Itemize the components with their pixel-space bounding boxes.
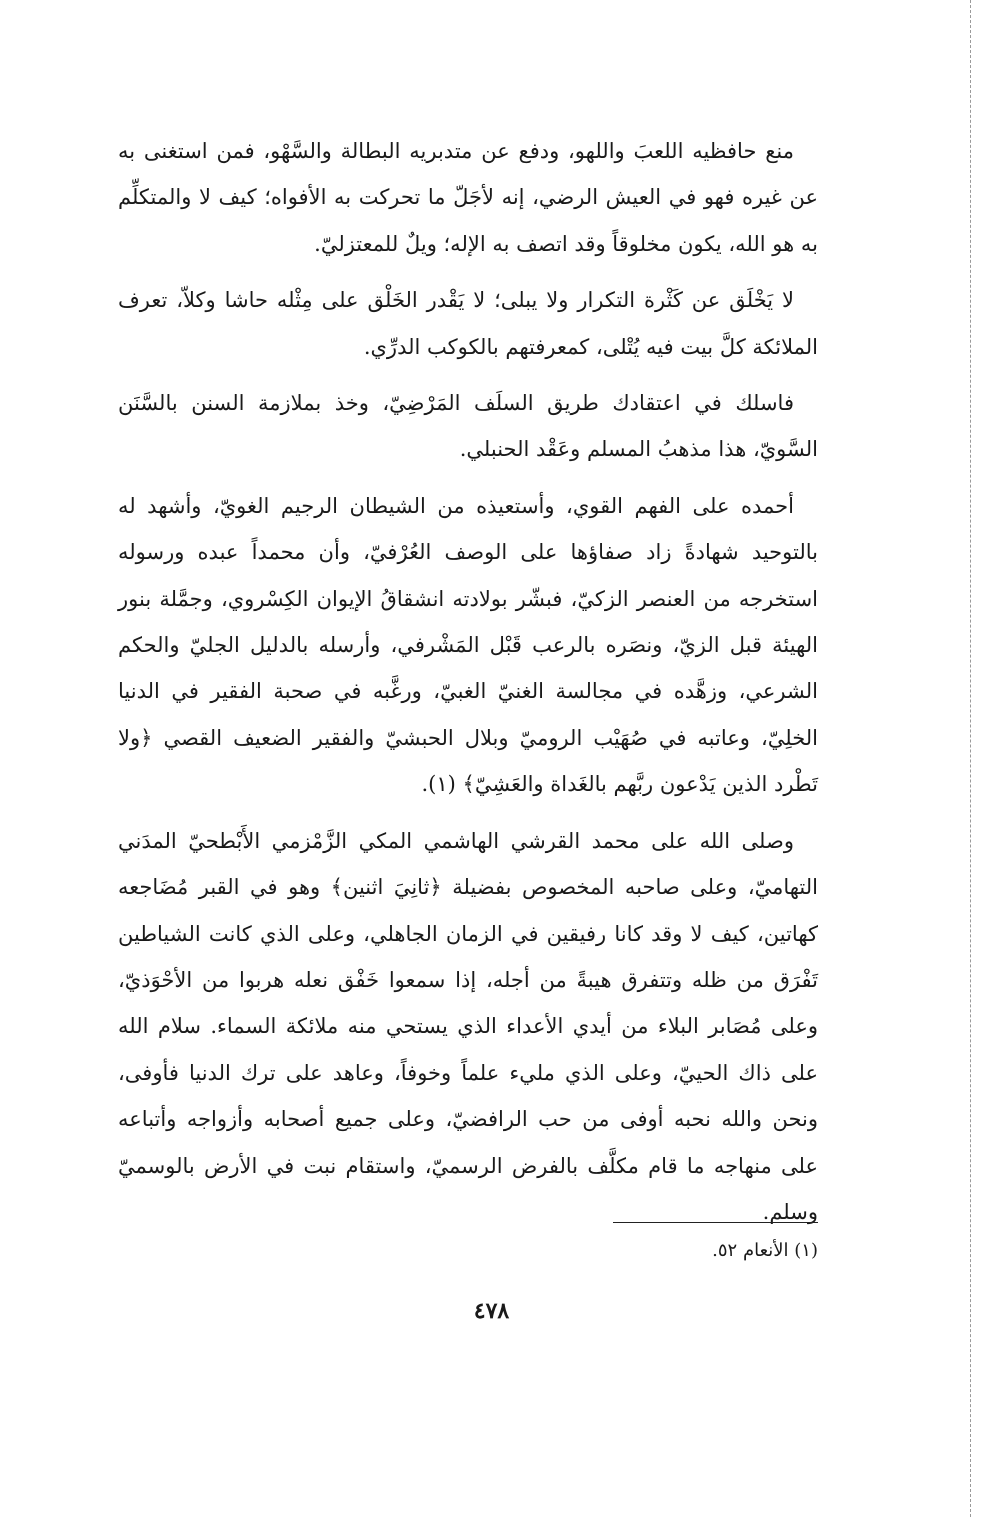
paragraph-4: أحمده على الفهم القوي، وأستعيذه من الشيطان الرجيم الغويّ، وأشهد له بالتوحيد شهادةً زاد صفاؤها على الوصف العُرْفيّ، وأن محمداً عبده ورسوله استخرجه من العنصر الزكيّ، فبشّر بولادته انشقاقُ الإيوان الكِسْروي، وجمَّلة بنور الهيئة قبل الزيّ، ونصَره بالرعب قَبْل المَشْرفي، وأرسله بالدليل الجليّ والحكم الشرعي، وزهَّده في مجالسة الغنيّ الغبيّ، ورغَّبه في صحبة الفقير في الدنيا الخلِيّ، وعاتبه في صُهَيْب الروميّ وبلال الحبشيّ والفقير الضعيف القصي ﴿ولا تَطْرد الذين يَدْعون ربَّهم بالغَداة والعَشِيّ﴾ (١). (118, 493, 818, 797)
body-text (118, 128, 818, 1245)
page-number: ٤٧٨ (473, 1298, 510, 1324)
paragraph-5: وصلى الله على محمد القرشي الهاشمي المكي الزَّمْزمي الأَبْطحيّ المدَني التهاميّ، وعلى صاحبه المخصوص بفضيلة ﴿ثانِيَ اثنين﴾ وهو في القبر مُضَاجعه كهاتين، كيف لا وقد كانا رفيقين في الزمان الجاهلي، وعلى الذي كانت الشياطين تَفْرَق من ظله وتتفرق هيبةً من أجله، إذا سمعوا خَفْق نعله هربوا من الأحْوَذيّ، وعلى مُصَابر البلاء من أيدي الأعداء الذي يستحي منه ملائكة السماء. سلام الله على ذاك الحييّ، وعلى الذي مليء علماً وخوفاً، وعاهد على ترك الدنيا فأوفى، ونحن والله نحبه أوفى من حب الرافضيّ، وعلى جميع أصحابه وأزواجه وأتباعه على منهاجه ما قام مكلَّف بالفرض الرسميّ، واستقام نبت في الأرض بالوسميّ وسلم. (118, 828, 818, 1224)
paragraph-3: فاسلك في اعتقادك طريق السلَف المَرْضِيّ، وخذ بملازمة السنن بالسَّنَن السَّويّ، هذا مذهبُ المسلم وعَقْد الحنبلي. (118, 391, 818, 462)
paragraph-2: لا يَخْلَق عن كَثْرة التكرار ولا يبلى؛ لا يَقْدر الخَلْق على مِثْله حاشا وكلاّ، تعرف الملائكة كلَّ بيت فيه يُتْلى، كمعرفتهم بالكوكب الدرِّي. (118, 288, 818, 359)
paragraph-1: منع حافظيه اللعبَ واللهو، ودفع عن متدبريه البطالة والسَّهْو، فمن استغنى به عن غيره فهو في العيش الرضي، إنه لأجَلّ ما تحركت به الأفواه؛ كيف لا والمتكلِّم به هو الله، يكون مخلوقاً وقد اتصف به الإله؛ ويلٌ للمعتزليّ. (118, 139, 818, 256)
page-edge-line (970, 0, 971, 1517)
footnote-separator (613, 1222, 818, 1223)
footnote: (١) الأنعام ٥٢. (712, 1240, 818, 1261)
